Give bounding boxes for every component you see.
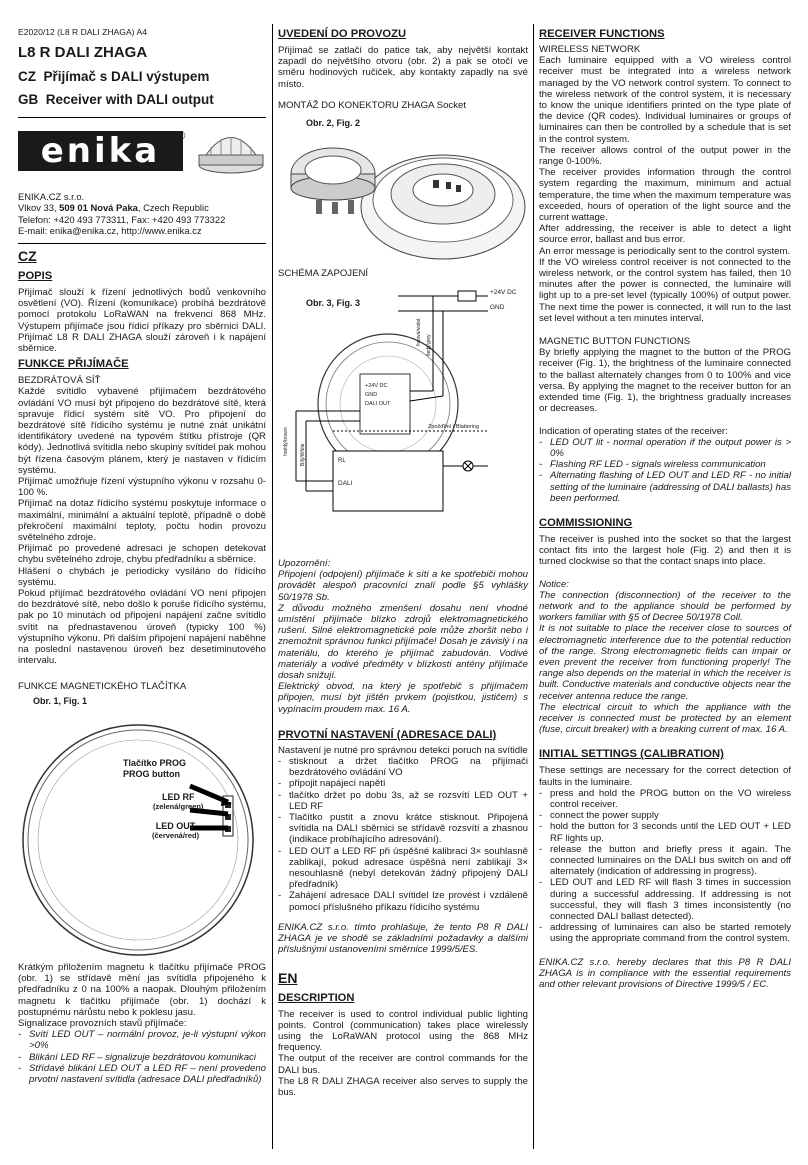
doc-ref: E2020/12 (L8 R DALI ZHAGA) A4 — [18, 27, 147, 37]
column-divider — [533, 24, 534, 1149]
pin-1: +24V DC — [365, 383, 388, 389]
pin-3: DALI OUT — [365, 401, 391, 407]
wn-text-4: After addressing, the receiver is able to detect a light source error, ballast and bus error. — [539, 223, 791, 246]
desc-text-2: The output of the receiver are control commands for the DALI bus. — [278, 1053, 528, 1076]
mag-section — [18, 962, 266, 1085]
gb-subtitle — [18, 92, 278, 107]
mag-heading: FUNKCE MAGNETICKÉHO TLAČÍTKA — [18, 680, 187, 692]
enika-logo — [18, 131, 186, 171]
socket-drawing — [278, 112, 528, 262]
schema-heading: SCHÉMA ZAPOJENÍ — [278, 268, 369, 279]
wn-heading: WIRELESS NETWORK — [539, 44, 641, 55]
site-text-5: Hlášení o chybách je periodicky vysíláno do řídicího systému. — [18, 565, 266, 588]
desc-text-3: The L8 R DALI ZHAGA receiver also serves to supply the bus. — [278, 1075, 528, 1098]
list-item: - hold the button for 3 seconds until the LED OUT + LED RF lights up. — [539, 821, 791, 843]
header-rule — [18, 117, 266, 118]
wiring-diagram — [278, 286, 528, 554]
rf-label — [153, 792, 203, 812]
notice-text-3: The electrical circuit to which the appliance with the receiver is connected must be protected by an element (fuse, circuit breaker) with a breaking current of max. 16 A. — [539, 701, 791, 736]
wn-text-2: The receiver allows control of the output power in the range 0-100%. — [539, 144, 791, 168]
gb-code: GB — [18, 92, 39, 107]
ind-heading: Indication of operating states of the receiver: — [539, 425, 728, 437]
init-list — [539, 788, 791, 945]
mag-text-2: Signalizace provozních stavů přijímače: — [18, 1018, 187, 1030]
list-item: - LED OUT lit - normal operation if the output power is > 0% — [539, 437, 791, 459]
upoz-heading: Upozornění: — [278, 558, 331, 569]
cz-code: CZ — [18, 69, 36, 84]
popis-heading: POPIS — [18, 270, 53, 282]
blatter-label: Zpožďění / Blattering — [428, 424, 480, 430]
cz-subtitle — [18, 69, 278, 84]
wire-grey: šedý/grey — [426, 334, 432, 356]
company-email[interactable]: E-mail: enika@enika.cz, http://www.enika.cz — [18, 225, 202, 237]
prvotni-heading: PRVOTNÍ NASTAVENÍ (ADRESACE DALI) — [278, 728, 497, 741]
list-item: - press and hold the PROG button on the VO wireless control receiver. — [539, 788, 791, 810]
receiver-drawing — [18, 710, 266, 960]
rf-heading: RECEIVER FUNCTIONS — [539, 28, 665, 40]
wire-white: Bílý/White — [300, 443, 306, 466]
rl-label: RL — [338, 458, 346, 464]
list-item: - Tlačítko pustit a znovu krátce stisknout. Připojená svítidla na DALI sběrnici se střídavě rozsvítí a zhasnou (indikace probíhajícího adresování). — [278, 812, 528, 846]
prog-label-en: PROG button — [123, 769, 180, 779]
upoz-text-3: Elektrický obvod, na který je spotřebič s přijímačem připojen, musí být jištěn prvkem (pojistkou, jističem) s vypínacím proudem max. 16 A. — [278, 681, 528, 715]
out-label-cz: LED OUT — [155, 821, 196, 831]
dali-label: DALI — [338, 480, 353, 487]
company-address — [18, 202, 225, 213]
en-heading: EN — [278, 969, 298, 986]
mag-text-1: Krátkým přiložením magnetu k tlačítku přijímače PROG (obr. 1) se střídavě mění jas svítidla připojeného k předřadníku z 0 na 100% a naopak. Dlouhým přiložením magnetu k tlačítku přijímače (obr. 1) dochází k postupnému nárůstu nebo k poklesu jasu. — [18, 962, 266, 1018]
en-declaration: ENIKA.CZ s.r.o. hereby declares that this P8 R DALI ZHAGA is in compliance with the essential requirements and other relevant provisions of Directive 1999/5 / EC. — [539, 956, 791, 991]
company-name: ENIKA.CZ s.r.o. — [18, 191, 85, 202]
uvedeni-text: Přijímač se zatlačí do patice tak, aby největší kontakt zapadl do největšího otvoru (obr. 2) a pak se otočí ve směru hodinových ručiček, aby kontakty zapadly na své místo. — [278, 45, 528, 90]
site-heading: BEZDRÁTOVÁ SÍŤ — [18, 375, 101, 387]
list-item: - release the button and briefly press it again. The connected luminaires on the DALI bus switch on and off alternately (indication of addressing in progress). — [539, 844, 791, 878]
mb-heading: MAGNETIC BUTTON FUNCTIONS — [539, 336, 691, 348]
desc-heading: DESCRIPTION — [278, 991, 355, 1004]
list-item: - Střídavé blikání LED OUT a LED RF – není provedeno prvotní nastavení svítidla (adresace DALI předřadníků) — [18, 1063, 266, 1085]
list-item: - Svítí LED OUT – normální provoz, je-li výstupní výkon >0% — [18, 1029, 266, 1051]
rf-label-cz: LED RF — [161, 792, 195, 802]
list-item: - LED OUT a LED RF při úspěšné kalibraci 3× souhlasně zablikají, pokud adresace úspěšná není zablikají 3× nesouhlasně (nebyl detekován žádný připojený DALI předřadník) — [278, 846, 528, 891]
fig2-label: Obr. 2, Fig. 2 — [306, 118, 361, 128]
section-rule — [18, 243, 266, 244]
wn-text-6: If the VO wireless control receiver is not connected to the wireless network, or the control system has failed, then 10 minutes after the power is connected, the luminaire will light up to a pre-set level (typically 100%) of output power. The next time the power is connected, it will run to the last set level without a ten minutes interval. — [539, 256, 791, 324]
ind-list — [539, 437, 791, 504]
gb-title: Receiver with DALI output — [45, 92, 214, 107]
list-item: - Blikání LED RF – signalizuje bezdrátovou komunikaci — [18, 1052, 266, 1063]
cz-states-list — [18, 1029, 266, 1085]
rf-label-en: (zelená/green) — [153, 802, 204, 811]
site-text-4: Přijímač po provedené adresaci je schopen detekovat chybu světelného zdroje, chybu předřadníku a sběrnice. — [18, 543, 266, 566]
logo-text: enika — [40, 131, 161, 171]
figure-1 — [18, 696, 266, 961]
wn-text-5: An error message is periodically sent to the control system. — [539, 245, 791, 257]
uvedeni-section — [278, 28, 528, 111]
gnd-label: GND — [490, 304, 505, 311]
list-item: - Alternating flashing of LED OUT and LED RF - no initial setting of the luminaire (addressing of DALI ballasts) has been performed. — [539, 470, 791, 504]
out-label-en: (červená/red) — [152, 831, 200, 840]
wire-brown: hnědý/brown — [283, 427, 289, 456]
out-label — [152, 821, 199, 841]
list-item: - stisknout a držet tlačítko PROG na přijímači bezdrátového ovládání VO — [278, 756, 528, 778]
wire-violet: fialová/violet — [416, 318, 422, 346]
wn-text-3: The receiver provides information through the control system regarding the maximum, minimum and actual temperature, the time when the maximum temperature was exceeded, hours of operation of the light source and the current wattage. — [539, 167, 791, 224]
prvotni-list — [278, 756, 528, 913]
product-title: L8 R DALI ZHAGA — [18, 44, 148, 61]
cz-heading: CZ — [18, 248, 37, 264]
list-item: - tlačítko držet po dobu 3s, až se rozsvítí LED OUT + LED RF — [278, 790, 528, 812]
prog-label-cz: Tlačítko PROG — [123, 758, 187, 768]
pin-2: GND — [365, 392, 378, 398]
desc-text-1: The receiver is used to control individual public lighting points. Control (communication) takes place wirelessly using the LoRaWAN protocol using the 868 MHz frequency. — [278, 1008, 528, 1054]
upoz-section — [278, 558, 528, 1098]
init-text: These settings are necessary for the correct detection of faults in the luminaire. — [539, 765, 791, 788]
site-text-1: Každé svítidlo vybavené přijímačem bezdrátového ovládání VO musí být připojeno do bezdrátové sítě, která spravuje řídicí systém sítě VO. Pro připojení do bezdrátové sítě řídicího systému je nutné znát unikátní identifikátory uvedené na typovém štítku přístroje (QR kódy). Jednotlivá svítidla nebo skupiny svítidel pak mohou být řízena časovým plánem, který je nastaven v řídicím systému. — [18, 386, 266, 476]
mb-text: By briefly applying the magnet to the button of the PROG receiver (Fig. 1), the brightness of the luminaire connected to the ballast alternately changes from 0 to 100% and vice versa. By applying the magnet to the receiver button for an extended time (Fig. 1), the brightness gradually increases or decreases. — [539, 347, 791, 415]
upoz-text-2: Z důvodu možného zmenšení dosahu není vhodné umístění přijímače blízko zdrojů elektromagnetického rušení. Silné elektromagnetické pole může zhoršit nebo i znemožnit správnou funkci přijímače! Dosah je závislý i na materiálu, do kterého je přijímač zabudován. Vodivé materiály a vodivé předměty v blízkosti antény přijímače dosah snižují. — [278, 602, 528, 682]
address-city: 509 01 Nová Paka — [59, 202, 138, 214]
uvedeni-heading: UVEDENÍ DO PROVOZU — [278, 28, 407, 40]
prog-label — [123, 758, 186, 780]
column-divider — [272, 24, 273, 1149]
list-item: - Flashing RF LED - signals wireless communication — [539, 459, 791, 470]
com-heading: COMMISSIONING — [539, 516, 633, 529]
v24-label: +24V DC — [490, 289, 517, 296]
figure-3 — [278, 286, 528, 554]
fig1-label: Obr. 1, Fig. 1 — [33, 696, 88, 706]
funkce-heading: FUNKCE PŘIJÍMAČE — [18, 358, 129, 371]
en-functions — [539, 28, 791, 990]
wn-text-1: Each luminaire equipped with a VO wireless control receiver must be integrated into a wireless network managed by the VO network control system. To connect to the wireless network of the control system, it is necessary to know the unique identifiers printed on the type plate of the device (QR codes). Individual luminaires or groups of luminaires can then be controlled by a schedule that is set in the control system. — [539, 55, 791, 145]
prvotni-text: Nastavení je nutné pro správnou detekci poruch na svítidle — [278, 744, 528, 756]
montaz-heading: MONTÁŽ DO KONEKTORU ZHAGA Socket — [278, 99, 466, 111]
list-item: - Zahájení adresace DALI svítidel lze provést i vzdáleně pomocí příslušného příkazu řídicího systému — [278, 890, 528, 912]
company-info — [18, 191, 225, 237]
cz-declaration: ENIKA.CZ s.r.o. tímto prohlašuje, že tento P8 R DALI ZHAGA je ve shodě se základními požadavky a dalšími příslušnými ustanoveními směrnice 1999/5/ES. — [278, 921, 528, 956]
site-text-2: Přijímač umožňuje řízení výstupního výkonu v rozsahu 0-100 %. — [18, 476, 266, 499]
site-text-3: Přijímač na dotaz řídicího systému poskytuje informace o maximální, minimální a aktuální teplotě, případně o době překročení maximální teploty, počtu hodin provozu světelného zdroje. — [18, 498, 266, 544]
logo-reg: ® — [178, 131, 186, 142]
upoz-text-1: Připojení (odpojení) přijímače k síti a ke spotřebiči mohou provádět alespoň pracovníci znalí podle §5 vyhlášky 50/1978 Sb. — [278, 569, 528, 603]
fig3-label: Obr. 3, Fig. 3 — [306, 298, 361, 308]
address-post: , Czech Republic — [137, 202, 209, 214]
address-pre: Vlkov 33, — [18, 202, 60, 214]
list-item: - LED OUT and LED RF will flash 3 times in succession during a successful addressing. If addressing is not successful, they will flash 3 times inconsistently (no connected DALI ballast detected). — [539, 877, 791, 922]
list-item: - connect the power supply — [539, 810, 791, 821]
cz-section — [18, 248, 266, 692]
connector-pins — [365, 382, 390, 409]
list-item: - addressing of luminaires can also be started remotely using the appropriate command from the control system. — [539, 922, 791, 944]
cz-title: Přijímač s DALI výstupem — [43, 69, 210, 84]
site-text-6: Pokud přijímač bezdrátového ovládání VO není připojen do bezdrátové sítě, nebo došlo k poruše řídicího systému, pak po 10 minutách od připojení napájení začne svítidlo svítit na přednastavenou úroveň (typicky 100 %) výstupního výkonu. Při dalším připojení napájení naběhne na poslední nastavenou úroveň bez desetiminutového intervalu. — [18, 588, 266, 667]
figure-2 — [278, 112, 528, 262]
popis-text: Přijímač slouží k řízení jednotlivých bodů venkovního osvětlení (VO). Řízení (komunikace) probíhá bezdrátově pomocí protokolu LoRaWAN na frekvenci 868 MHz. Výstupem přijímače jsou řídicí příkazy pro sběrnici DALI. Přijímač L8 R DALI ZHAGA slouží zároveň i k napájení sběrnice. — [18, 287, 266, 355]
list-item: - připojit napájecí napětí — [278, 778, 528, 789]
init-heading: INITIAL SETTINGS (CALIBRATION) — [539, 748, 724, 761]
notice-heading: Notice: — [539, 578, 569, 590]
notice-text-1: The connection (disconnection) of the receiver to the network and to the appliance should be performed by workers familiar with §5 of Decree 50/1978 Coll. — [539, 589, 791, 624]
notice-text-2: It is not suitable to place the receiver close to sources of electromagnetic interference due to the potential reduction of the range. Strong electromagnetic fields can impair or even prevent the receiver from functioning properly! The range also depends on the material in which the receiver is built. Conductive materials and conductive objects near the receiver antenna reduce the range. — [539, 623, 791, 702]
com-text: The receiver is pushed into the socket so that the largest contact fits into the largest hole (Fig. 2) and then it is turned clockwise so that the contact snaps into place. — [539, 533, 791, 568]
company-phone: Telefon: +420 493 773311, Fax: +420 493 773322 — [18, 213, 226, 225]
product-image — [196, 125, 266, 177]
